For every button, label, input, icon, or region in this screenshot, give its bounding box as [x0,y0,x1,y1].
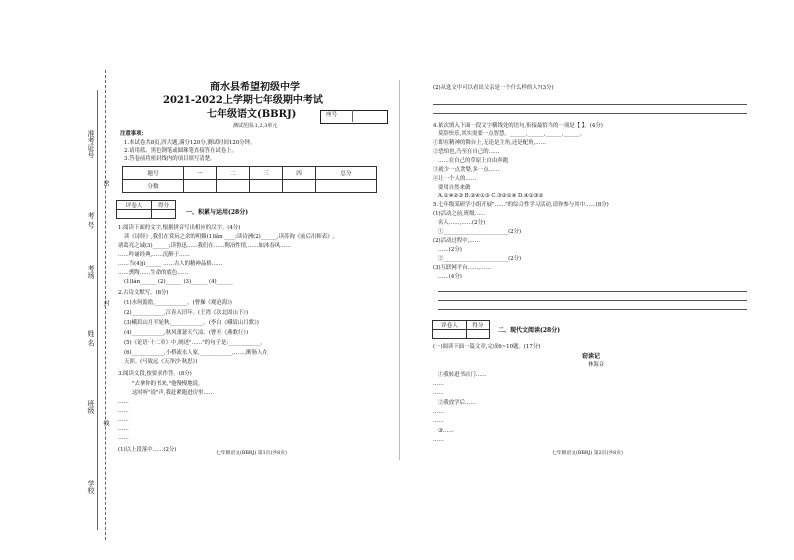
right-line: ②________________________(2分) [438,256,522,262]
section1-title: 一、积累与运用(28分) [186,209,249,216]
section1-line: 诸葛亮之诚(3)______;读鲁迅……我们在……陶冶性情,……如沐春风…… [118,243,291,249]
score-header-cell: 三 [249,167,282,180]
grader-person-cell[interactable] [117,210,152,219]
section1-line: (1)水何澹澹,____________。(曹操《观沧海》) [124,300,232,306]
section1-line: (2)____________,江春入旧年。(王湾《次北固山下》) [124,310,249,316]
section1-line: (5)《论语·十二章》中,阐述"……"的句子是:____________。 [124,340,266,346]
seat-divider [352,110,353,122]
section1-line: …… [118,399,129,405]
score-cell[interactable] [216,180,249,193]
notes-item: 1.本试卷共8页,四大题,满分120分,测试时间120分钟。 [124,140,256,146]
section1-line: …… [118,426,129,432]
right-line: ……在自己的草原上自由奔跑 [438,158,509,164]
right-line: 5.七年级某研学小组开展"……"的综合性学习活动,请你参与其中……(8分) [433,202,609,208]
grader-box [432,320,490,339]
grader-score-label: 得分 [466,321,489,330]
section1-line: 这时听"说"声,我赶紧跑进房里…… [132,390,215,396]
grader-score-cell[interactable] [466,330,489,339]
score-cell[interactable] [283,180,316,193]
notes-title: 注意事项: [120,131,144,137]
section1-line: ……吟诵经典,……沉醉于…… [118,252,190,258]
notes-item: 2.请用蓝、黑色钢笔或圆珠笔直接答在试卷上。 [124,148,237,154]
right-line: ④让一个人的…… [433,176,477,182]
room-label: 考 号 [87,212,95,229]
subject-title: 七年级语文(BBRJ) [207,109,297,120]
right-line: 莫辞快乐,其实需要一点智慧。______,______,______,______。 [438,131,586,137]
right-line: A.①④②③ B.②④①③ C.③②①④ D.④①③② [438,193,544,199]
exam-title: 2021-2022上学期七年级期中考试 [163,95,323,106]
score-cell[interactable] [249,180,282,193]
section1-line: (3)峨眉山月半轮秋,____________。(李白《峨眉山月歌》) [124,320,259,326]
seal-mi: 密 [102,180,109,186]
article-line: ③…… [438,428,454,434]
right-line: 名人……,……(2分) [438,220,486,226]
right-line: ……(4分) [438,274,462,280]
answer-line [433,104,747,105]
score-header-cell: 四 [283,167,316,180]
section1-line: …… [118,408,129,414]
page1-footer: 七年级语文(BBRJ) 第1页(共8页) [216,451,287,456]
test-scope: 测试范围:1,2,3单元 [233,123,278,129]
section1-line: 读《诗经》,我们在赏玩之余的明媚(1)lǎn ____;读诗洲(2)______,读苏洵《前后出师表》, [124,234,335,240]
score-cell[interactable] [316,180,377,193]
article-line: …… [433,381,444,387]
score-header-cell: 题号 [123,167,184,180]
reading-header: (一)阅读下面一篇文章,完成6~10题。(17分) [433,344,541,350]
article-line: ①我转进书店门…… [438,372,487,378]
article-author: 林海音 [588,362,605,368]
seat-label: 座号 [326,112,338,118]
notes-item: 3.答卷前将密封线内的项目填写清楚。 [124,156,216,162]
grader-score-cell[interactable] [152,210,176,219]
score-row-label: 分数 [123,180,184,193]
article-line: ②我放学后…… [438,400,476,406]
right-line: ②恐怕也,乃至在自己的…… [433,149,500,155]
right-line: ①________________________(2分) [438,229,522,235]
binding-solid-line [97,90,98,530]
grader-person-label: 评卷人 [117,201,152,210]
section1-line: (1)lán______ (2)______ (3)______ (4)______ [124,279,233,285]
section1-line: 1.阅读下面的文字,根据拼音写出相应的汉字。(4分) [118,225,241,231]
answer-line [438,291,747,292]
right-line: 要用自然来做 [438,185,471,191]
seal-feng: 封 [102,300,109,306]
section1-line: ……熏陶……生命的底色…… [118,270,189,276]
seal-xian: 线 [102,420,109,426]
right-line: ……(2分) [438,247,462,253]
section1-line: (6)____________,小桥流水人家,____________,……,断肠人在 [124,350,268,356]
grader-person-label: 评卷人 [433,321,467,330]
grader-person-cell[interactable] [433,330,467,339]
hall-label: 考场 [87,265,95,279]
right-line: ③就少一点贪婪,多一点…… [433,167,500,173]
page-divider [399,80,400,460]
name-label: 姓 名 [87,330,95,347]
score-header-cell: 二 [216,167,249,180]
score-table [122,166,377,193]
section1-line: 天涯。(马致远《天净沙·秋思》) [124,359,198,365]
exam-id-label: 准考证号 [87,130,95,158]
school-title: 商水县希望初级中学 [210,82,300,93]
article-line: …… [433,418,444,424]
page2-footer: 七年级语文(BBRJ) 第2页(共8页) [552,451,623,456]
grader-score-label: 得分 [152,201,176,210]
right-line: (3)互联网平台……,…… [433,265,491,271]
article-line: …… [433,437,444,443]
right-line: ①即在精神的舞台上,无论是主角,还是配角,…… [433,140,546,146]
score-cell[interactable] [183,180,216,193]
section1-line: "去拿你的书来,"他慢慢地说。 [132,381,204,387]
section2-title: 二、现代文阅读(28分) [498,327,561,334]
article-title: 窃读记 [582,353,601,360]
section1-line: …… [118,435,129,441]
class-label: 班级 [87,400,95,414]
section1-line: …… [118,417,129,423]
section1-line: ……当(4)jì______ ……古人的精神品格…… [118,261,223,267]
answer-line [438,309,747,310]
right-line: 4.依次填入下面一段文字横线处的语句,衔接最恰当的一项是【 】。(4分) [433,123,603,129]
section1-line: (4)____________,秋风萧瑟天气凉。(曹丕《燕歌行》) [124,330,249,336]
right-line: (1)活动之前,班级…… [433,211,486,217]
section1-line: (1)以上段落中……(2分) [118,447,177,453]
right-line: (2)从选文中可以看出父亲是一个什么样的人?(3分) [433,85,554,91]
answer-line [438,300,747,301]
school-label: 学校 [87,480,95,494]
section1-line: 3.阅读文段,按要求作答。(8分) [118,371,192,377]
right-line: (2)活动过程中,…… [433,238,481,244]
article-line: …… [433,390,444,396]
answer-line [433,113,747,114]
article-line: …… [433,409,444,415]
score-header-cell: 总分 [316,167,377,180]
grader-box [116,200,176,219]
score-header-cell: 一 [183,167,216,180]
section1-line: 2.古诗文默写。(8分) [118,290,169,296]
